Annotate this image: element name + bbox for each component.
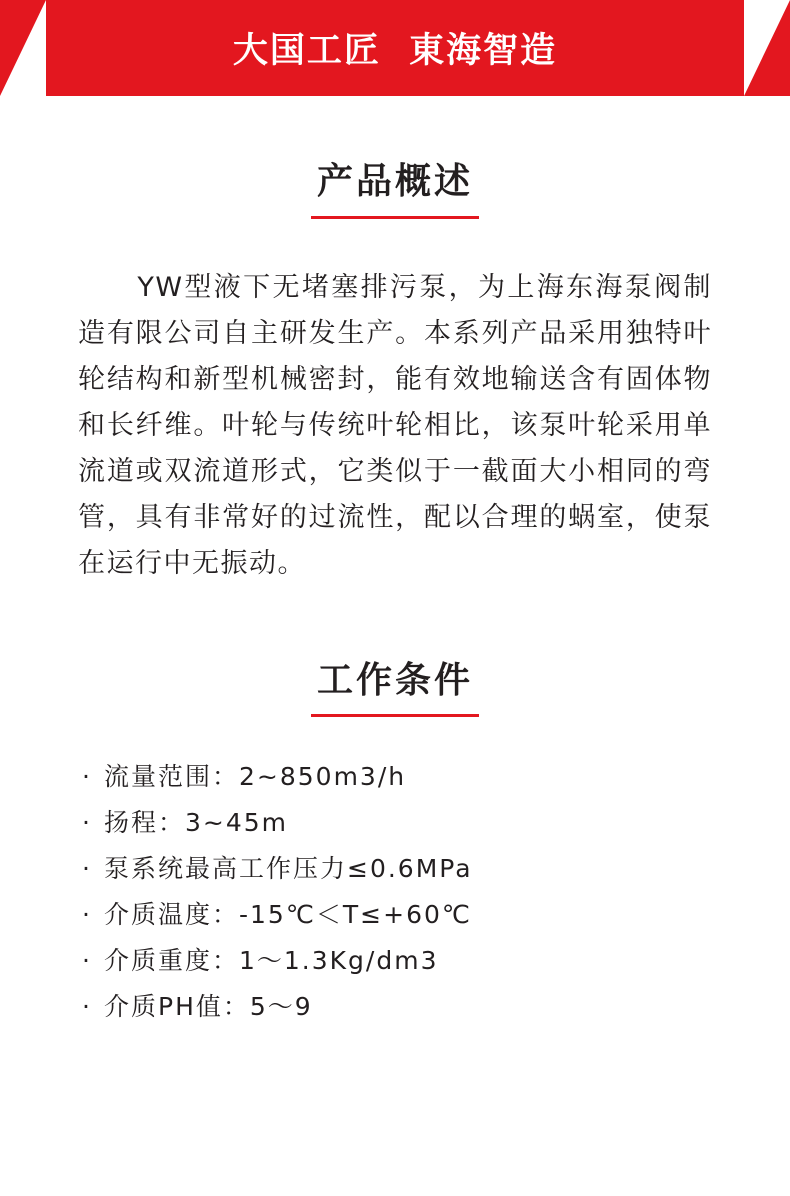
working-conditions-list bbox=[0, 757, 790, 1027]
list-item bbox=[82, 849, 790, 889]
list-item-label: 泵系统最高工作压力≤0.6MPa bbox=[104, 854, 473, 884]
bullet-icon: · bbox=[82, 762, 92, 792]
bullet-icon: · bbox=[82, 808, 92, 838]
overview-paragraph: YW型液下无堵塞排污泵，为上海东海泵阀制造有限公司自主研发生产。本系列产品采用独特叶轮结构和新型机械密封，能有效地输送含有固体物和长纤维。叶轮与传统叶轮相比，该泵叶轮采用单流道或双流道形式，它类似于一截面大小相同的弯管，具有非常好的过流性，配以合理的蜗室，使泵在运行中无振动。 bbox=[78, 271, 712, 579]
overview-heading-block bbox=[0, 162, 790, 219]
conditions-heading-block bbox=[0, 661, 790, 718]
bullet-icon: · bbox=[82, 854, 92, 884]
section-underline-conditions bbox=[311, 714, 479, 717]
list-item bbox=[82, 941, 790, 981]
bullet-icon: · bbox=[82, 946, 92, 976]
section-working-conditions bbox=[0, 661, 790, 1028]
list-item bbox=[82, 895, 790, 935]
list-item-label: 介质重度：1～1.3Kg/dm3 bbox=[104, 946, 439, 976]
spacer-above-conditions bbox=[0, 587, 790, 661]
bullet-icon: · bbox=[82, 900, 92, 930]
banner-inner bbox=[0, 0, 790, 96]
list-item-label: 流量范围：2~850m3/h bbox=[104, 762, 407, 792]
list-item-label: 介质PH值：5～9 bbox=[104, 992, 313, 1022]
spacer-above-overview bbox=[0, 96, 790, 162]
page-banner bbox=[0, 0, 790, 96]
banner-title: 大国工匠 東海智造 bbox=[232, 31, 558, 71]
section-product-overview bbox=[0, 162, 790, 587]
list-item bbox=[82, 803, 790, 843]
section-title-overview: 产品概述 bbox=[316, 161, 473, 202]
bullet-icon: · bbox=[82, 992, 92, 1022]
list-item-label: 扬程：3~45m bbox=[104, 808, 289, 838]
list-item-label: 介质温度：-15℃＜T≤+60℃ bbox=[104, 900, 472, 930]
section-title-conditions: 工作条件 bbox=[316, 659, 473, 701]
list-item bbox=[82, 757, 790, 797]
list-item bbox=[82, 987, 790, 1027]
section-underline-overview bbox=[311, 216, 479, 219]
